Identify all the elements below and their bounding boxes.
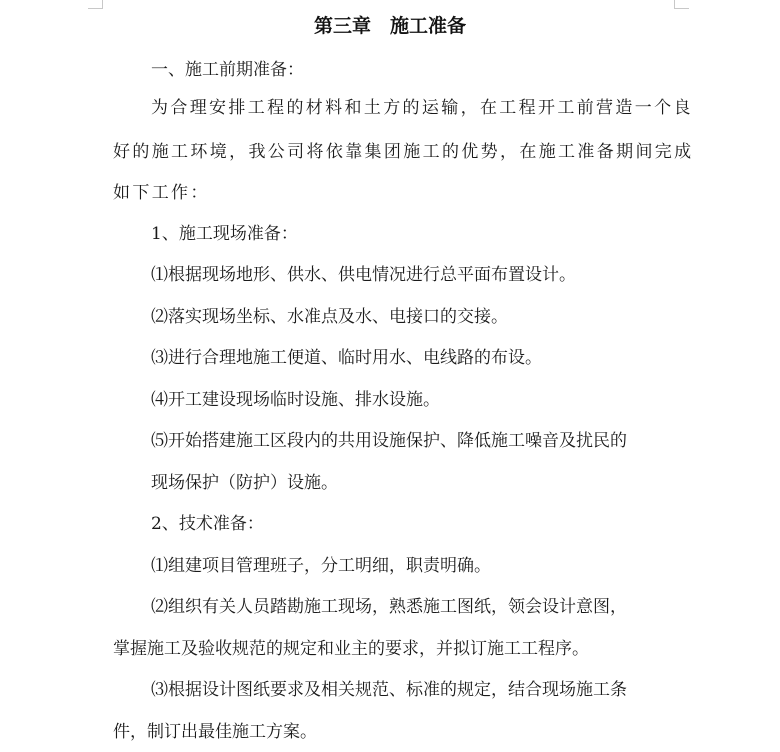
- list-item: ⑴根据现场地形、供水、供电情况进行总平面布置设计。: [151, 265, 576, 285]
- chapter-title: 第三章 施工准备: [313, 15, 466, 37]
- list-item: ⑸开始搭建施工区段内的共用设施保护、降低施工噪音及扰民的: [151, 431, 627, 451]
- paragraph-line: 好的施工环境，我公司将依靠集团施工的优势，在施工准备期间完成: [113, 142, 694, 162]
- list-item-continuation: 现场保护（防护）设施。: [151, 473, 338, 493]
- crop-mark-top-left: [88, 0, 103, 9]
- list-item: ⑶进行合理地施工便道、临时用水、电线路的布设。: [151, 348, 542, 368]
- list-item: ⑷开工建设现场临时设施、排水设施。: [151, 390, 440, 410]
- list-item: ⑴组建项目管理班子，分工明细，职责明确。: [151, 556, 491, 576]
- subsection-heading-technical: 2、技术准备：: [151, 514, 264, 534]
- list-item-continuation: 件，制订出最佳施工方案。: [113, 722, 317, 742]
- section-heading-preparation: 一、施工前期准备：: [151, 60, 304, 80]
- paragraph-line: 为合理安排工程的材料和土方的运输，在工程开工前营造一个良: [151, 98, 693, 118]
- list-item: ⑵落实现场坐标、水准点及水、电接口的交接。: [151, 307, 508, 327]
- list-item: ⑵组织有关人员踏勘施工现场，熟悉施工图纸，领会设计意图，: [151, 597, 627, 617]
- list-item: ⑶根据设计图纸要求及相关规范、标准的规定，结合现场施工条: [151, 680, 627, 700]
- list-item-continuation: 掌握施工及验收规范的规定和业主的要求，并拟订施工工程序。: [113, 639, 589, 659]
- paragraph-line: 如下工作：: [113, 183, 210, 203]
- crop-mark-top-right: [674, 0, 689, 9]
- subsection-heading-site: 1、施工现场准备：: [151, 224, 298, 244]
